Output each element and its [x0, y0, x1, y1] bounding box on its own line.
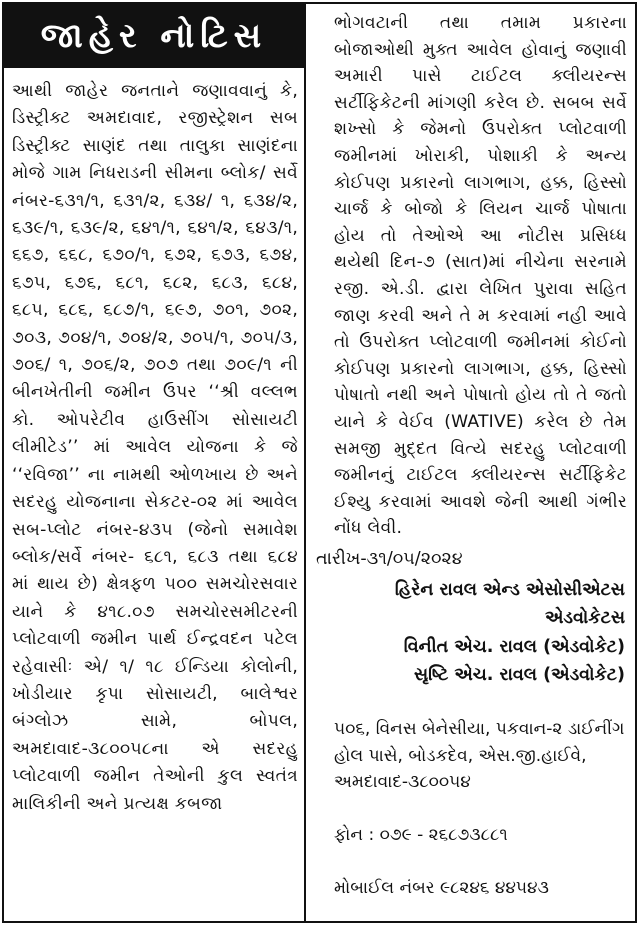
- address-text: ૫૦૬, વિનસ બેનેસીયા, પકવાન-૨ ડાઈનીંગ હોલ પાસે, બોડકદેવ, એસ.જી.હાઈવે, અમદાવાદ-૩૮૦૦૫૪: [334, 719, 625, 793]
- notice-title: જાહેર નોટિસ: [4, 4, 304, 68]
- notice-body-right: ભોગવટાની તથા તમામ પ્રકારના બોજાઓથી મુક્ત આવેલ હોવાનું જણાવી અમારી પાસે ટાઈટલ ક્લીયરન્સ સર્ટીફિકેટની માંગણી કરેલ છે. સબબ સર્વે શખ્સો કે જેમનો ઉપરોક્ત પ્લોટવાળી જમીનમાં ખોરાકી, પોશાકી કે અન્ય કોઈપણ પ્રકારનો લાગભાગ, હક્ક, હિસ્સો ચાર્જ કે બોજો કે લિયન ચાર્જ પોષાતા હોય તો તેઓએ આ નોટીસ પ્રસિધ્ધ થયેથી દિન-૭ (સાત)માં નીચેના સરનામે રજી. એ.ડી. દ્વારા લેખિત પુરાવા સહિત જાણ કરવી અને તે મ કરવામાં નહી આવે તો ઉપરોક્ત પ્લોટવાળી જમીનમાં કોઈનો કોઈપણ પ્રકારનો લાગભાગ, હક્ક, હિસ્સો પોષાતો નથી અને પોષાતો હોય તો તે જતો યાને કે વેઈવ (WATIVE) કરેલ છે તેમ સમજી મુદ્દત વિત્યે સદરહુ પ્લોટવાળી જમીનનું ટાઈટલ ક્લીયરન્સ સર્ટીફિકેટ ઈશ્યુ કરવામાં આવશે જેની આથી ગંભીર નોંધ લેવી.: [334, 13, 627, 539]
- left-column: [4, 4, 304, 921]
- notice-date: તારીખ-૩૧/૦૫/૨૦૨૪: [316, 548, 463, 569]
- address-block: [308, 690, 635, 928]
- right-column: [308, 4, 635, 921]
- firm-name: હિરેન રાવલ એન્ડ એસોસીએટસ: [394, 579, 625, 600]
- mobile-number: મોબાઈલ નંબર ૯૮૨૪૬ ૪૪૫૪૩: [334, 878, 549, 899]
- advocate-name-1: વિનીત એચ. રાવલ (એડવોકેટ): [403, 636, 625, 657]
- signature-block: [308, 576, 635, 690]
- phone-number: ફોન : ૦૭૯ - ૨૬૮૭૩૮૮૧: [334, 825, 508, 846]
- advocate-name-2: સૃષ્ટિ એચ. રાવલ (એડવોકેટ): [413, 665, 625, 686]
- notice-body-left: આથી જાહેર જનતાને જણાવવાનું કે, ડિસ્ટ્રીક્ટ અમદાવાદ, રજીસ્ટ્રેશન સબ ડિસ્ટ્રીક્ટ સાણંદ તથા તાલુકા સાણંદના મોજે ગામ નિધરાડની સીમના બ્લોક/ સર્વે નંબર-૬૩૧/૧, ૬૩૧/૨, ૬૩૪/ ૧, ૬૩૪/૨, ૬૩૯/૧, ૬૩૯/૨, ૬૪૧/૧, ૬૪૧/૨, ૬૪૩/૧, ૬૬૭, ૬૬૮, ૬૭૦/૧, ૬૭૨, ૬૭૩, ૬૭૪, ૬૭૫, ૬૭૬, ૬૮૧, ૬૮૨, ૬૮૩, ૬૮૪, ૬૮૫, ૬૮૬, ૬૮૭/૧, ૬૯૭, ૭૦૧, ૭૦૨, ૭૦૩, ૭૦૪/૧, ૭૦૪/૨, ૭૦૫/૧, ૭૦૫/૩, ૭૦૬/ ૧, ૭૦૬/૨, ૭૦૭ તથા ૭૦૯/૧ ની બીનખેતીની જમીન ઉપર ‘‘શ્રી વલ્લભ કો. ઓપરેટીવ હાઉસીંગ સોસાયટી લીમીટેડ’’ માં આવેલ યોજના કે જે ‘‘રવિજા’’ ના નામથી ઓળખાય છે અને સદરહુ યોજનાના સેકટર-૦૨ માં આવેલ સબ-પ્લોટ નંબર-૪૩૫ (જેનો સમાવેશ બ્લોક/સર્વે નંબર- ૬૮૧, ૬૮૩ તથા ૬૮૪ માં થાય છે) ક્ષેત્રફળ ૫૦૦ સમચોરસવાર યાને કે ૪૧૮.૦૭ સમચોરસમીટરની પ્લોટવાળી જમીન પાર્થ ઈન્દ્રવદન પટેલ રહેવાસીઃ એ/ ૧/ ૧૮ ઈન્ડિયા કોલોની, ખોડીયાર કૃપા સોસાયટી, બાલેશ્વર બંગ્લોઝ સામે, બોપલ, અમદાવાદ-૩૮૦૦૫૮ના એ સદરહુ પ્લોટવાળી જમીન તેઓની કુલ સ્વતંત્ર માલિકીની અને પ્રત્યક્ષ કબજા: [12, 81, 298, 814]
- column-divider: [304, 2, 306, 923]
- firm-role: એડવોકેટસ: [544, 608, 625, 629]
